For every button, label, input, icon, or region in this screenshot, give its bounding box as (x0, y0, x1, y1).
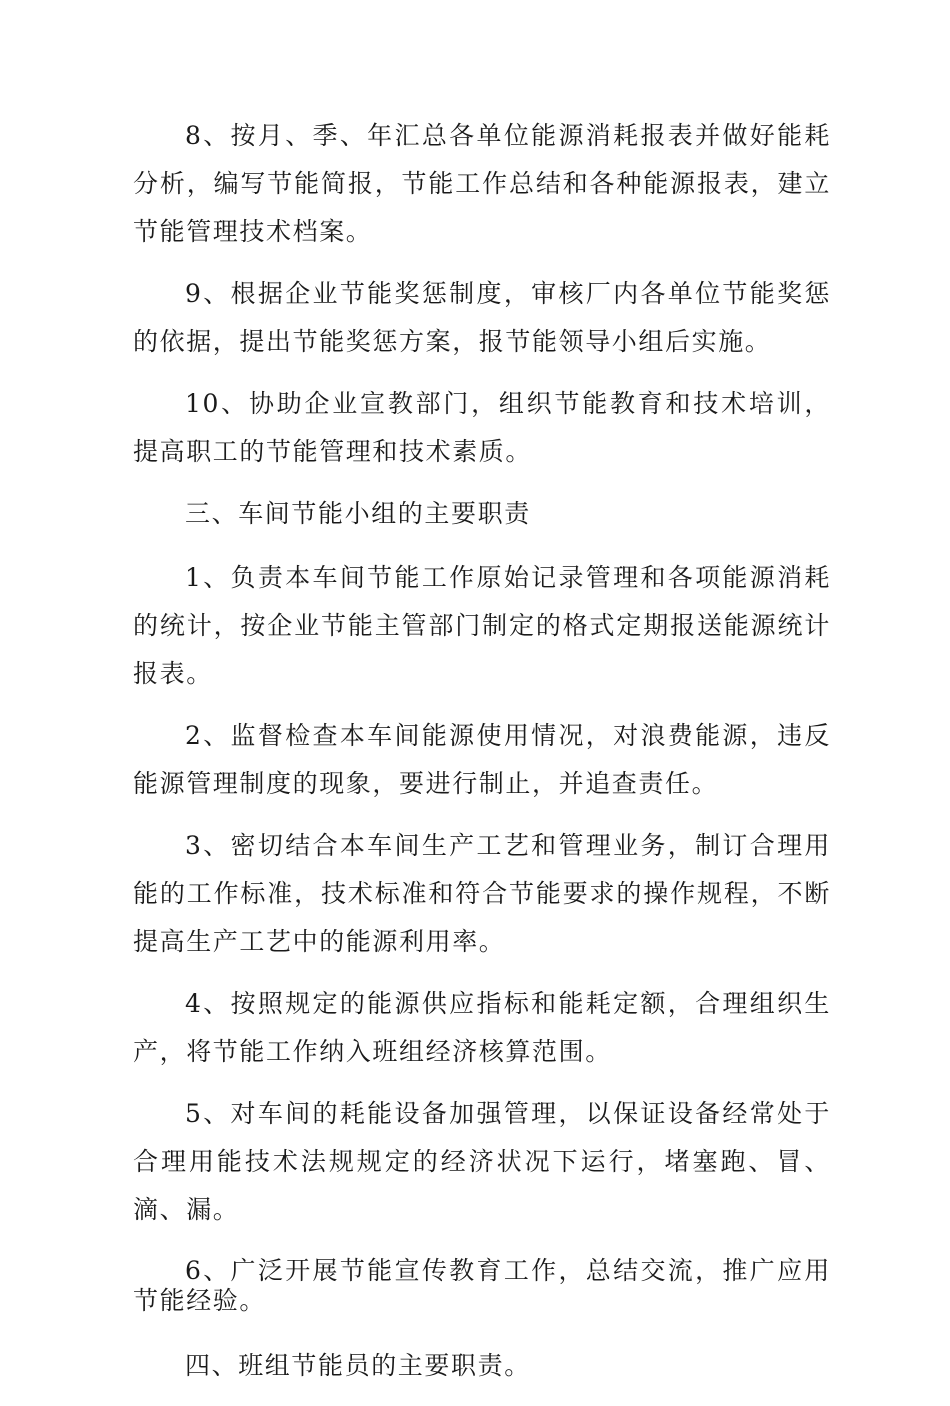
paragraph-item-9: 9、根据企业节能奖惩制度，审核厂内各单位节能奖惩的依据，提出节能奖惩方案，报节能领导小组后实施。 (133, 279, 831, 356)
paragraph-item-2: 2、监督检查本车间能源使用情况，对浪费能源，违反能源管理制度的现象，要进行制止，并追查责任。 (133, 721, 831, 798)
document-body (133, 112, 831, 1406)
paragraph-item-8: 8、按月、季、年汇总各单位能源消耗报表并做好能耗分析，编写节能简报，节能工作总结和各种能源报表，建立节能管理技术档案。 (133, 121, 831, 246)
paragraph-item-4: 4、按照规定的能源供应指标和能耗定额，合理组织生产，将节能工作纳入班组经济核算范围。 (133, 989, 831, 1066)
section-heading-team: 四、班组节能员的主要职责。 (185, 1351, 531, 1380)
paragraph-item-5: 5、对车间的耗能设备加强管理，以保证设备经常处于合理用能技术法规规定的经济状况下运行，堵塞跑、冒、滴、漏。 (133, 1099, 831, 1224)
paragraph-item-6: 6、广泛开展节能宣传教育工作，总结交流，推广应用节能经验。 (133, 1256, 831, 1315)
paragraph-item-1: 1、负责本车间节能工作原始记录管理和各项能源消耗的统计，按企业节能主管部门制定的格式定期报送能源统计报表。 (133, 563, 831, 688)
paragraph-item-10: 10、协助企业宣教部门，组织节能教育和技术培训，提高职工的节能管理和技术素质。 (133, 389, 831, 466)
section-heading-workshop: 三、车间节能小组的主要职责 (185, 499, 531, 528)
paragraph-item-3: 3、密切结合本车间生产工艺和管理业务，制订合理用能的工作标准，技术标准和符合节能要求的操作规程，不断提高生产工艺中的能源利用率。 (133, 831, 831, 956)
